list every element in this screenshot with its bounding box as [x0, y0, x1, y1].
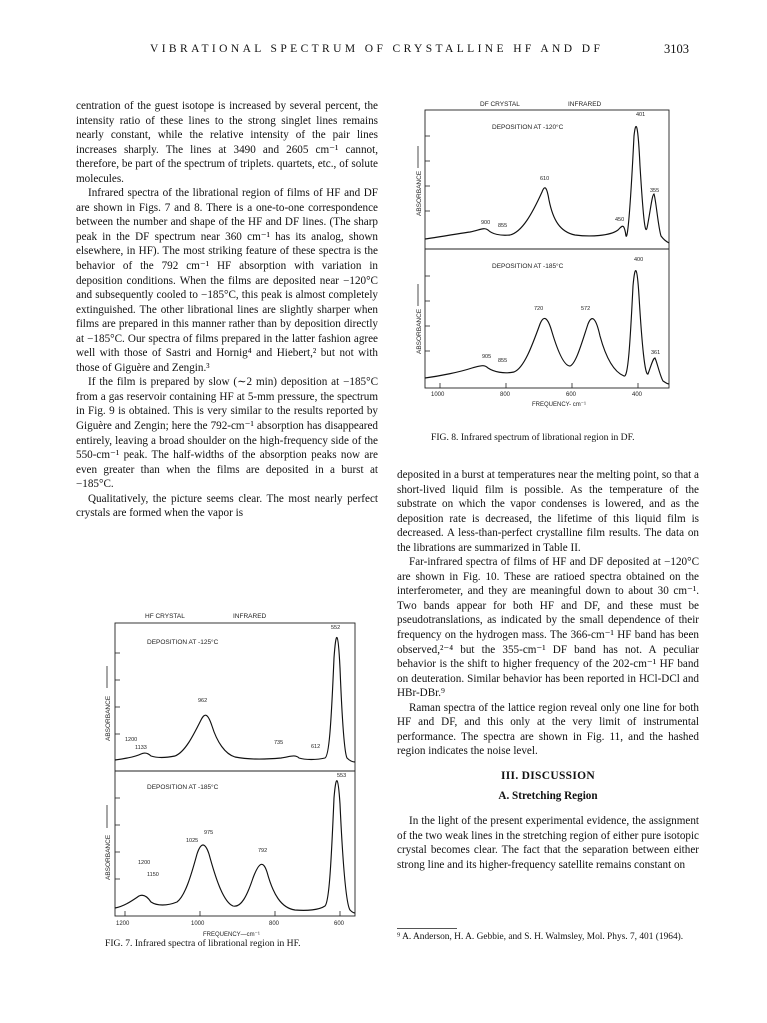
running-title: VIBRATIONAL SPECTRUM OF CRYSTALLINE HF AND DF [150, 43, 604, 55]
figure-8 [410, 96, 680, 416]
fig8-caption: FIG. 8. Infrared spectrum of librational region in DF. [431, 432, 635, 443]
fig8-bottom-peak-400: 400 [634, 257, 644, 263]
fig7-top-peak-612: 612 [311, 744, 321, 750]
page-number: 3103 [664, 42, 689, 56]
fig7-x-tick-1000: 1000 [191, 921, 205, 927]
fig8-top-peak-610: 610 [540, 176, 550, 182]
fig7-caption: FIG. 7. Infrared spectra of librational region in HF. [105, 938, 301, 949]
right-paragraph-3: Raman spectra of the lattice region reveal only one line for both HF and DF, and this only at the very limit of instrumental performance. The spectra are shown in Fig. 11, and the hashed region indicates the noise level. [397, 701, 699, 758]
footnote-rule [397, 928, 457, 929]
fig8-top-peak-355: 355 [650, 188, 660, 194]
fig7-x-tick-800: 800 [269, 921, 280, 927]
fig8-top-peak-401: 401 [636, 112, 646, 118]
section-heading: III. DISCUSSION [501, 769, 595, 782]
fig7-bottom-peak-1200: 1200 [138, 860, 151, 866]
fig7-bottom-panel-label: DEPOSITION AT -185°C [147, 784, 219, 791]
fig8-top-peak-900: 900 [481, 220, 491, 226]
fig7-y-label-bottom: ABSORBANCE [105, 834, 112, 880]
fig7-x-tick-600: 600 [334, 921, 345, 927]
fig8-title-left: DF CRYSTAL [480, 101, 520, 108]
fig7-top-peak-735: 735 [274, 740, 284, 746]
fig8-x-label: FREQUENCY- cm⁻¹ [532, 402, 586, 408]
figure-7 [85, 608, 375, 948]
fig8-bottom-peak-855: 855 [498, 358, 508, 364]
right-column [397, 468, 699, 872]
fig7-bottom-peak-975: 975 [204, 830, 214, 836]
left-column [76, 99, 378, 521]
fig7-bottom-peak-1150: 1150 [147, 872, 159, 878]
fig7-top-peak-1200: 1200 [125, 737, 138, 743]
fig7-top-peak-552: 552 [331, 625, 341, 631]
fig8-top-panel-label: DEPOSITION AT -120°C [492, 124, 564, 131]
fig7-title-left: HF CRYSTAL [145, 613, 185, 620]
fig7-top-peak-1133: 1133 [135, 745, 147, 751]
fig8-y-label-top: ABSORBANCE [416, 170, 423, 216]
fig7-bottom-peak-1025: 1025 [186, 838, 199, 844]
fig8-top-peak-855: 855 [498, 223, 508, 229]
right-paragraph-2: Far-infrared spectra of films of HF and DF deposited at −120°C are shown in Fig. 10. These are ratioed spectra obtained on the interferometer, and they are meaningful down to about 30 cm⁻¹. Two bands appear for both HF and DF, and these must be pseudotranslations, as indicated by the small dependence of their frequency on the hydrogen mass. The 366-cm⁻¹ HF band has been observed,²⁻⁴ but the 355-cm⁻¹ DF band has not. A peculiar behavior is the shift to higher frequency of the 202-cm⁻¹ HF band on deuteration. Similar behavior has been reported in HCl-DCl and HBr-DBr.⁹ [397, 556, 699, 700]
left-paragraph-2: Infrared spectra of the librational region of films of HF and DF are shown in Figs. 7 and 8. There is a one-to-one correspondence between the number and shape of the HF and DF lines. (The sharp peak in the DF spectrum near 360 cm⁻¹ has its analog, shown elsewhere, in HF). The most striking feature of these spectra is the behavior of the 792 cm⁻¹ HF absorption with variation in deposition conditions. When the films are deposited near −120°C and subsequently cooled to −185°C, this peak is almost completely extinguished. The other librational lines are slightly sharper when films are prepared in this manner rather than by deposition directly at −185°C. Our spectra of films prepared in the latter fashion agree well with those of Sastri and Hornig⁴ and Hiebert,² but not with those of Giguère and Zengin.³ [76, 187, 378, 374]
subsection-heading: A. Stretching Region [498, 790, 598, 803]
running-head [0, 43, 767, 61]
fig7-bottom-peak-792: 792 [258, 848, 268, 854]
fig8-bottom-peak-361: 361 [651, 350, 661, 356]
left-paragraph-4: Qualitatively, the picture seems clear. The most nearly perfect crystals are formed when the vapor is [76, 492, 378, 520]
fig7-title-right: INFRARED [233, 613, 267, 620]
fig8-bottom-peak-720: 720 [534, 306, 544, 312]
left-paragraph-3: If the film is prepared by slow (∼2 min) deposition at −185°C from a gas reservoir containing HF at 5-mm pressure, the spectrum in Fig. 9 is obtained. This is very similar to the results reported by Giguère and Zengin; here the 792-cm⁻¹ absorption has disappeared entirely, leaving a broad shoulder on the high-frequency side of the 550-cm⁻¹ peak. The half-widths of the absorption peaks now are even greater than when the films are deposited in a burst at −185°C. [76, 376, 378, 491]
right-paragraph-4: In the light of the present experimental evidence, the assignment of the two weak lines in the stretching region of either pure isotopic crystal becomes clear. The fact that the separation between either strong line and its higher-frequency satellite remains constant on [397, 815, 699, 871]
fig8-bottom-peak-572: 572 [581, 306, 591, 312]
fig7-x-label: FREQUENCY—cm⁻¹ [203, 932, 260, 938]
fig7-y-label-top: ABSORBANCE [105, 695, 112, 741]
fig8-x-tick-400: 400 [632, 392, 643, 398]
fig8-top-peak-450: 450 [615, 217, 625, 223]
fig7-x-tick-1200: 1200 [116, 921, 130, 927]
fig7-bottom-curve [115, 781, 355, 913]
right-paragraph-1: deposited in a burst at temperatures near the melting point, so that a short-lived liquid film is possible. As the temperature of the substrate on which the vapor condenses is lowered, and as the deposition rate is decreased, the lifetime of this liquid film is decreased. A less-than-perfect crystalline film results. The data on the librations are summarized in Table II. [397, 469, 699, 554]
fig7-top-peak-962: 962 [198, 698, 208, 704]
fig8-bottom-peak-905: 905 [482, 354, 492, 360]
fig8-title-right: INFRARED [568, 101, 602, 108]
fig7-bottom-peak-553: 553 [337, 773, 347, 779]
fig8-bottom-panel-label: DEPOSITION AT -185°C [492, 263, 564, 270]
fig8-top-curve [425, 126, 669, 243]
left-paragraph-1: centration of the guest isotope is increased by several percent, the intensity ratio of these lines to the strong singlet lines remains nearly constant, while the relative intensity of the pair lines increases sharply. The lines at 3490 and 2605 cm⁻¹ cannot, therefore, be part of the spectrum of triplets. quartets, etc., of solute molecules. [76, 100, 378, 185]
fig8-x-tick-800: 800 [500, 392, 511, 398]
fig7-top-panel-label: DEPOSITION AT -125°C [147, 639, 219, 646]
fig8-y-label-bottom: ABSORBANCE [416, 308, 423, 354]
fig8-x-tick-1000: 1000 [431, 392, 445, 398]
footnote: ⁹ A. Anderson, H. A. Gebbie, and S. H. Walmsley, Mol. Phys. 7, 401 (1964). [397, 932, 684, 942]
fig8-x-tick-600: 600 [566, 392, 577, 398]
fig8-bottom-curve [425, 271, 669, 384]
